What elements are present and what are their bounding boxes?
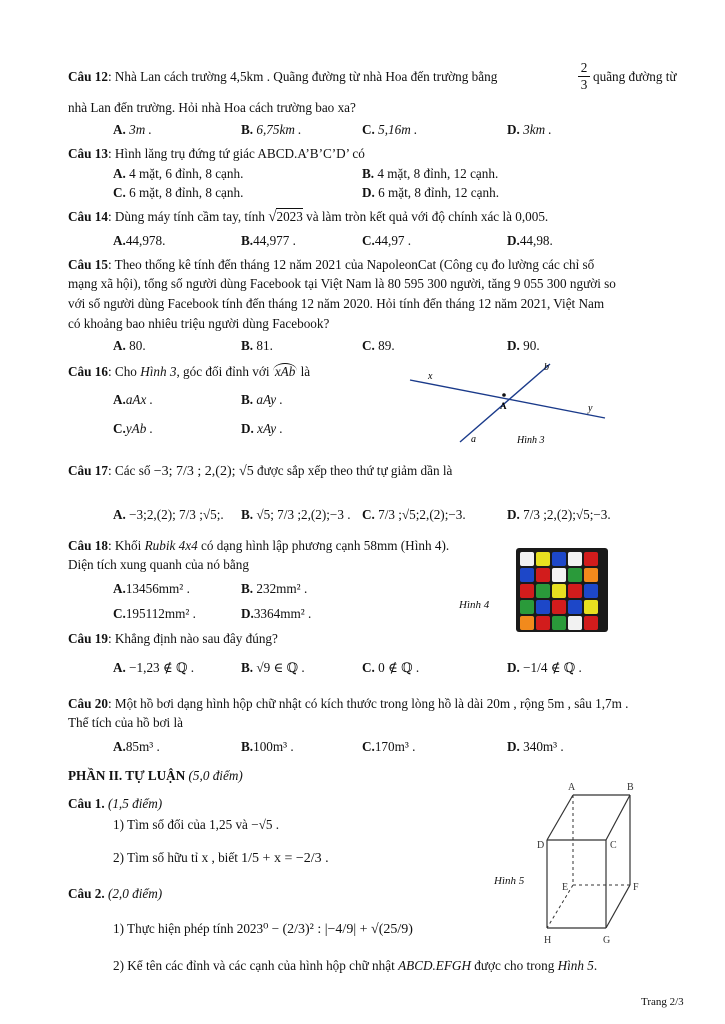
q14-opt-a: A.44,978. — [113, 233, 166, 248]
fig5-label-C: C — [610, 840, 617, 851]
q15-opt-c: C. 89. — [362, 338, 395, 353]
q18-opt-c: C.195112mm² . — [113, 606, 196, 621]
q12-head: Câu 12 — [68, 69, 108, 84]
fig5-label-A: A — [568, 782, 576, 793]
q16-opt-d: D. xAy . — [241, 421, 283, 436]
q18-opt-b: B. 232mm² . — [241, 581, 308, 596]
q12-opt-c: C. 5,16m . — [362, 122, 418, 137]
fig3-label-y: y — [588, 403, 593, 414]
q17-line: Câu 17: Các số −3; 7/3 ; 2,(2); √5 được sắp xếp theo thứ tự giảm dần là — [68, 463, 453, 479]
q12-opt-b: B. 6,75km . — [241, 122, 302, 137]
fig3-label-a: a — [471, 434, 476, 445]
q17-opt-c: C. 7/3 ;√5;2,(2);−3. — [362, 507, 466, 522]
q16-opt-b: B. aAy . — [241, 392, 283, 407]
q15-opt-a: A. 80. — [113, 338, 146, 353]
q14-opt-c: C.44,97 . — [362, 233, 412, 248]
q15-line3: với số người dùng Facebook tính đến tháng 12 năm 2020. Hỏi tính đến tháng 12 năm 2021, Việt Nam — [68, 296, 605, 311]
q18-line1: Câu 18: Khối Rubik 4x4 có dạng hình lập phương cạnh 58mm (Hình 4). — [68, 538, 450, 553]
fig3-caption: Hình 3 — [517, 435, 545, 446]
q15-line1: Câu 15: Theo thống kê tính đến tháng 12 năm 2021 của NapoleonCat (Công cụ đo lường các chỉ số — [68, 257, 595, 272]
c1-head: Câu 1. — [68, 796, 105, 811]
c1-item1: 1) Tìm số đối của 1,25 và −√5 . — [113, 817, 280, 832]
q16-angle: xAb — [274, 364, 296, 379]
q15-opt-b: B. 81. — [241, 338, 273, 353]
c1-item2: 2) Tìm số hữu tỉ x , biết 1/5 + x = −2/3 . — [113, 850, 329, 866]
q13-line — [68, 145, 365, 163]
q20-opt-b: B.100m³ . — [241, 739, 294, 754]
q17-numbers: −3; 7/3 ; 2,(2); √5 — [153, 464, 254, 479]
q13-opt-b: B. 4 mặt, 8 đỉnh, 12 cạnh. — [362, 166, 499, 181]
q12-text2: quãng đường từ — [593, 69, 677, 84]
q14-text2: và làm tròn kết quả với độ chính xác là 0,005. — [306, 209, 549, 224]
q16-line: Câu 16: Cho Hình 3, góc đối đỉnh với xAb là — [68, 364, 311, 379]
q16-opt-c: C.yAb . — [113, 421, 153, 436]
q12-fraction — [578, 60, 590, 93]
q17-opt-d: D. 7/3 ;2,(2);√5;−3. — [507, 507, 611, 522]
q15-opt-d: D. 90. — [507, 338, 540, 353]
q13-opt-c: C. 6 mặt, 8 đỉnh, 8 cạnh. — [113, 185, 244, 200]
q13-opt-a: A. 4 mặt, 6 đỉnh, 8 cạnh. — [113, 166, 244, 181]
q14-head: Câu 14 — [68, 209, 108, 224]
c2-item2: 2) Kể tên các đỉnh và các cạnh của hình hộp chữ nhật ABCD.EFGH được cho trong Hình 5. — [113, 958, 598, 973]
q18-opt-a: A.13456mm² . — [113, 581, 190, 596]
q14-opt-b: B.44,977 . — [241, 233, 296, 248]
q20-head: Câu 20 — [68, 696, 108, 711]
q15-line4: có khoảng bao nhiêu triệu người dùng Facebook? — [68, 316, 330, 331]
q15-head: Câu 15 — [68, 257, 108, 272]
q19-opt-b: B. √9 ∈ ℚ . — [241, 660, 305, 675]
q12-line1 — [68, 68, 497, 86]
rubik-cube-image — [516, 548, 608, 632]
page-footer: Trang 2/3 — [641, 996, 684, 1008]
c2-head-line: Câu 2. (2,0 điểm) — [68, 886, 163, 901]
q19-head: Câu 19 — [68, 631, 108, 646]
q17-opt-a: A. −3;2,(2); 7/3 ;√5;. — [113, 507, 224, 522]
fig5-label-G: G — [603, 935, 611, 946]
fig5-caption: Hình 5 — [494, 875, 525, 887]
q19-opt-c: C. 0 ∉ ℚ . — [362, 660, 420, 675]
fig5-label-E: E — [562, 882, 569, 893]
part2-title: PHẦN II. TỰ LUẬN — [68, 768, 186, 783]
q20-line1: Câu 20: Một hồ bơi dạng hình hộp chữ nhật có kích thước trong lòng hồ là dài 20m , rộng 5m , sâu 1,7m . — [68, 696, 629, 711]
q20-line2: Thể tích của hồ bơi là — [68, 715, 183, 730]
q17-opt-b: B. √5; 7/3 ;2,(2);−3 . — [241, 507, 351, 522]
q14-line: Câu 14: Dùng máy tính cầm tay, tính √2023 và làm tròn kết quả với độ chính xác là 0,005. — [68, 209, 549, 225]
q13-head: Câu 13 — [68, 146, 108, 161]
q16-opt-a: A.aAx . — [113, 392, 153, 407]
q12-frac-num: 2 — [578, 60, 590, 77]
q20-opt-c: C.170m³ . — [362, 739, 416, 754]
q20-opt-d: D. 340m³ . — [507, 739, 564, 754]
q19-line: Câu 19: Khẳng định nào sau đây đúng? — [68, 631, 278, 646]
q12-opt-a: A. 3m . — [113, 122, 152, 137]
q12-text1: : Nhà Lan cách trường 4,5km . Quãng đường từ nhà Hoa đến trường bằng — [107, 69, 498, 84]
q12-opt-d: D. 3km . — [507, 122, 552, 137]
figure-3-lines — [400, 358, 615, 448]
q13-opt-d: D. 6 mặt, 8 đỉnh, 12 cạnh. — [362, 185, 499, 200]
c2-head: Câu 2. — [68, 886, 105, 901]
q13-text: : Hình lăng trụ đứng tứ giác ABCD.A’B’C’D’ có — [107, 146, 365, 161]
q14-text1: : Dùng máy tính cầm tay, tính — [107, 209, 265, 224]
q18-line2: Diện tích xung quanh của nó bằng — [68, 557, 249, 572]
q19-opt-a: A. −1,23 ∉ ℚ . — [113, 660, 195, 675]
fig5-label-H: H — [544, 935, 552, 946]
q16-head: Câu 16 — [68, 364, 108, 379]
q18-opt-d: D.3364mm² . — [241, 606, 312, 621]
q15-line2: mạng xã hội), tổng số người dùng Facebook tại Việt Nam là 80 595 300 người, tăng 9 055 300 người so — [68, 276, 616, 291]
fig3-label-x: x — [428, 371, 433, 382]
q12-frac-den: 3 — [580, 77, 588, 92]
c1-head-line: Câu 1. (1,5 điểm) — [68, 796, 163, 811]
q20-opt-a: A.85m³ . — [113, 739, 160, 754]
figure-5-box — [530, 778, 655, 953]
q17-head: Câu 17 — [68, 463, 108, 478]
q14-opt-d: D.44,98. — [507, 233, 553, 248]
q14-sqrt: 2023 — [276, 209, 303, 224]
q12-text3: nhà Lan đến trường. Hỏi nhà Hoa cách trường bao xa? — [68, 100, 356, 115]
c2-item1: 1) Thực hiện phép tính 2023⁰ − (2/3)² : |−4/9| + √(25/9) — [113, 921, 413, 937]
part2-title-line: PHẦN II. TỰ LUẬN (5,0 điểm) — [68, 768, 243, 783]
fig3-label-A: A — [500, 401, 507, 411]
fig4-caption: Hình 4 — [459, 599, 490, 611]
fig5-label-F: F — [633, 882, 639, 893]
fig3-label-b: b — [544, 362, 549, 373]
fig5-label-D: D — [537, 840, 545, 851]
fig5-label-B: B — [627, 782, 634, 793]
q19-opt-d: D. −1/4 ∉ ℚ . — [507, 660, 582, 675]
q18-head: Câu 18 — [68, 538, 108, 553]
